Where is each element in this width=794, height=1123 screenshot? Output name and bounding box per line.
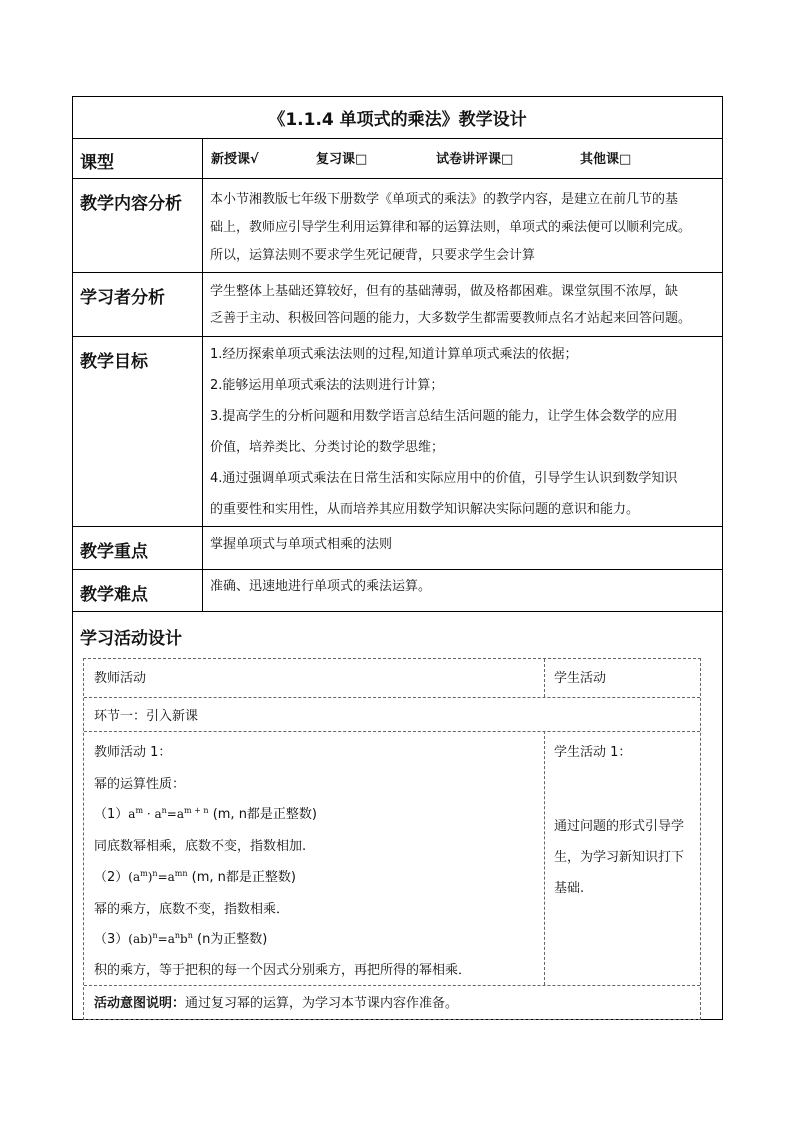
teacher-activity-1-heading: 教师活动 1：: [94, 745, 172, 760]
course-type-row: [73, 139, 722, 179]
content-analysis-line: 所以，运算法则不要求学生死记硬背，只要求学生会计算: [210, 248, 536, 263]
learner-analysis-line: 学生整体上基础还算较好，但有的基础薄弱，做及格都困难。课堂氛围不浓厚，缺: [210, 284, 679, 299]
formula-product-of-powers: $(1)a^m \cdot a^n=a^{m + n}$ (m, n都是正整数): [94, 806, 317, 822]
activity-purpose: [94, 992, 458, 1011]
option-new-lesson[interactable]: 新授课√: [211, 152, 259, 167]
student-activity-line: 通过问题的形式引导学: [554, 819, 685, 834]
difficulty-row: [73, 570, 722, 612]
option-exam-review-lesson[interactable]: 试卷讲评课□: [436, 152, 514, 167]
content-analysis-label: 教学内容分析: [73, 179, 203, 272]
lesson-plan-table: [72, 96, 723, 1020]
activity-section: [73, 612, 722, 1021]
option-review-lesson[interactable]: 复习课□: [316, 152, 368, 167]
activity-purpose-text: 通过复习幂的运算，为学习本节课内容作准备。: [185, 996, 459, 1011]
student-activity-line: 基础.: [554, 881, 585, 896]
course-type-label: 课型: [73, 139, 203, 178]
activity-purpose-label: 活动意图说明：: [94, 996, 186, 1011]
document-title: 《1.1.4 单项式的乘法》教学设计: [268, 110, 527, 130]
learner-analysis-row: [73, 273, 722, 337]
header-bottom-line: [84, 697, 700, 698]
key-point-text: 掌握单项式与单项式相乘的法则: [210, 537, 393, 552]
objective-line: 4.通过强调单项式乘法在日常生活和实际应用中的价值，引导学生认识到数学知识: [210, 471, 678, 486]
objective-line: 1.经历探索单项式乘法法则的过程,知道计算单项式乘法的依据；: [210, 347, 578, 362]
objectives-label: 教学目标: [73, 337, 203, 526]
teacher-activity-header: 教师活动: [94, 671, 147, 686]
key-point-label: 教学重点: [73, 527, 203, 569]
content-analysis-text: [203, 179, 722, 272]
student-activity-1-text: [554, 811, 684, 904]
formula-3-description: 积的乘方，等于把积的每一个因式分别乘方，再把所得的幂相乘．: [94, 963, 472, 978]
stage-bottom-line: [84, 731, 700, 732]
formula-power-of-power: $(2)(a^m)^n=a^{mn}$ (m, n都是正整数): [94, 869, 296, 885]
key-point-row: [73, 527, 722, 570]
formula-2-description: 幂的乘方，底数不变，指数相乘．: [94, 902, 290, 917]
activity-inner-table: [83, 658, 701, 1020]
objectives-text: [203, 337, 722, 526]
formula-power-of-product: $(3)(ab)^n=a^nb^n$ (n为正整数): [94, 931, 268, 947]
power-properties-intro: 幂的运算性质：: [94, 777, 186, 792]
course-type-options: [203, 139, 722, 178]
objective-line: 价值，培养类比、分类讨论的数学思维；: [210, 440, 445, 455]
learner-analysis-label: 学习者分析: [73, 273, 203, 336]
objective-line: 的重要性和实用性，从而培养其应用数学知识解决实际问题的意识和能力。: [210, 502, 640, 517]
student-activity-header: 学生活动: [554, 671, 607, 686]
learner-analysis-text: [203, 273, 722, 336]
learner-analysis-line: 乏善于主动、积极回答问题的能力，大多数学生都需要教师点名才站起来回答问题。: [210, 311, 692, 326]
difficulty-text: 准确、迅速地进行单项式的乘法运算。: [210, 579, 432, 594]
purpose-top-line: [84, 985, 700, 986]
content-analysis-row: [73, 179, 722, 273]
content-analysis-line: 本小节湘教版七年级下册数学《单项式的乘法》的教学内容，是建立在前几节的基: [210, 192, 679, 207]
objective-line: 3.提高学生的分析问题和用数学语言总结生活问题的能力，让学生体会数学的应用: [210, 409, 678, 424]
objective-line: 2.能够运用单项式乘法的法则进行计算；: [210, 378, 444, 393]
content-analysis-line: 础上，教师应引导学生利用运算律和幂的运算法则，单项式的乘法便可以顺利完成。: [210, 220, 692, 235]
title-row: [73, 97, 722, 139]
activity-section-title: 学习活动设计: [80, 629, 182, 649]
option-other-lesson[interactable]: 其他课□: [580, 152, 632, 167]
formula-1-description: 同底数幂相乘，底数不变，指数相加.: [94, 839, 307, 854]
student-activity-1-heading: 学生活动 1：: [554, 745, 632, 760]
activity-divider: [544, 731, 545, 985]
stage-one-label: 环节一：引入新课: [94, 709, 199, 724]
header-divider: [544, 659, 545, 697]
difficulty-label: 教学难点: [73, 570, 203, 611]
student-activity-line: 生，为学习新知识打下: [554, 850, 685, 865]
objectives-row: [73, 337, 722, 527]
